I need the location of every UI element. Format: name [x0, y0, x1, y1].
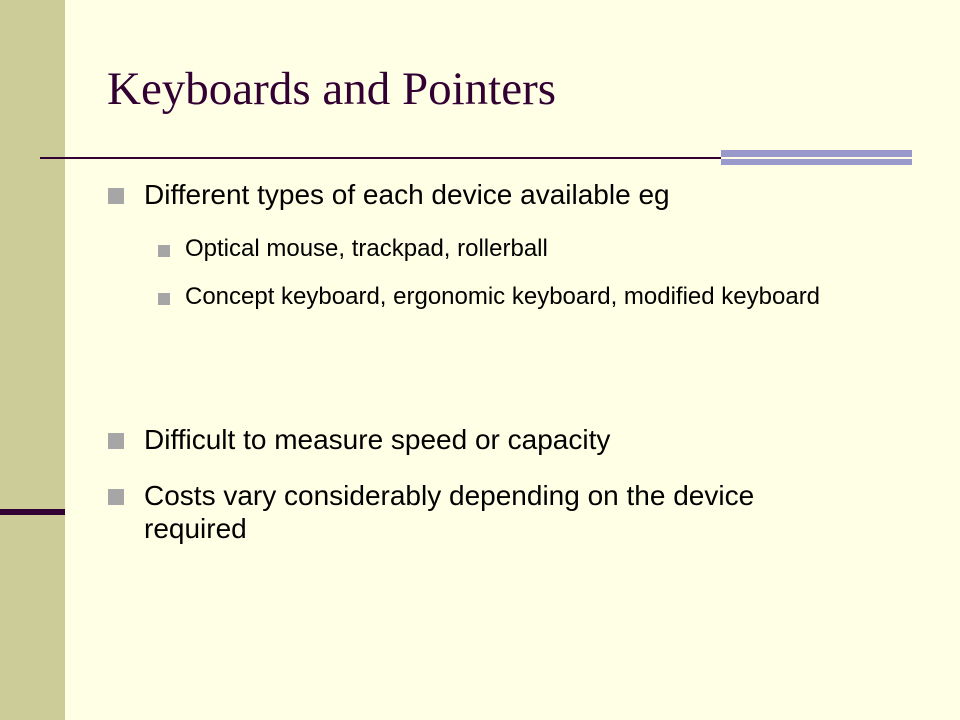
bullet-text: Difficult to measure speed or capacity: [144, 424, 611, 455]
bullet-square-icon: [108, 433, 124, 449]
slide-title: Keyboards and Pointers: [107, 63, 557, 115]
bullet-square-icon: [158, 293, 170, 305]
bullet-square-icon: [108, 489, 124, 505]
bullet-item: [144, 178, 904, 211]
bullet-item: [144, 479, 844, 545]
bullet-text: Optical mouse, trackpad, rollerball: [185, 235, 548, 262]
bullet-text: Different types of each device available eg: [144, 179, 670, 210]
sub-bullet-item: [185, 283, 825, 311]
sidebar-accent-line: [0, 509, 65, 515]
title-underline-accent: [721, 150, 912, 165]
bullet-square-icon: [158, 245, 170, 257]
bullet-text: Concept keyboard, ergonomic keyboard, modified keyboard: [185, 283, 821, 310]
left-sidebar-band: [0, 0, 65, 720]
sub-bullet-item: [185, 235, 825, 263]
bullet-text: Costs vary considerably depending on the device required: [144, 480, 755, 545]
bullet-item: [144, 423, 904, 456]
bullet-square-icon: [108, 188, 124, 204]
